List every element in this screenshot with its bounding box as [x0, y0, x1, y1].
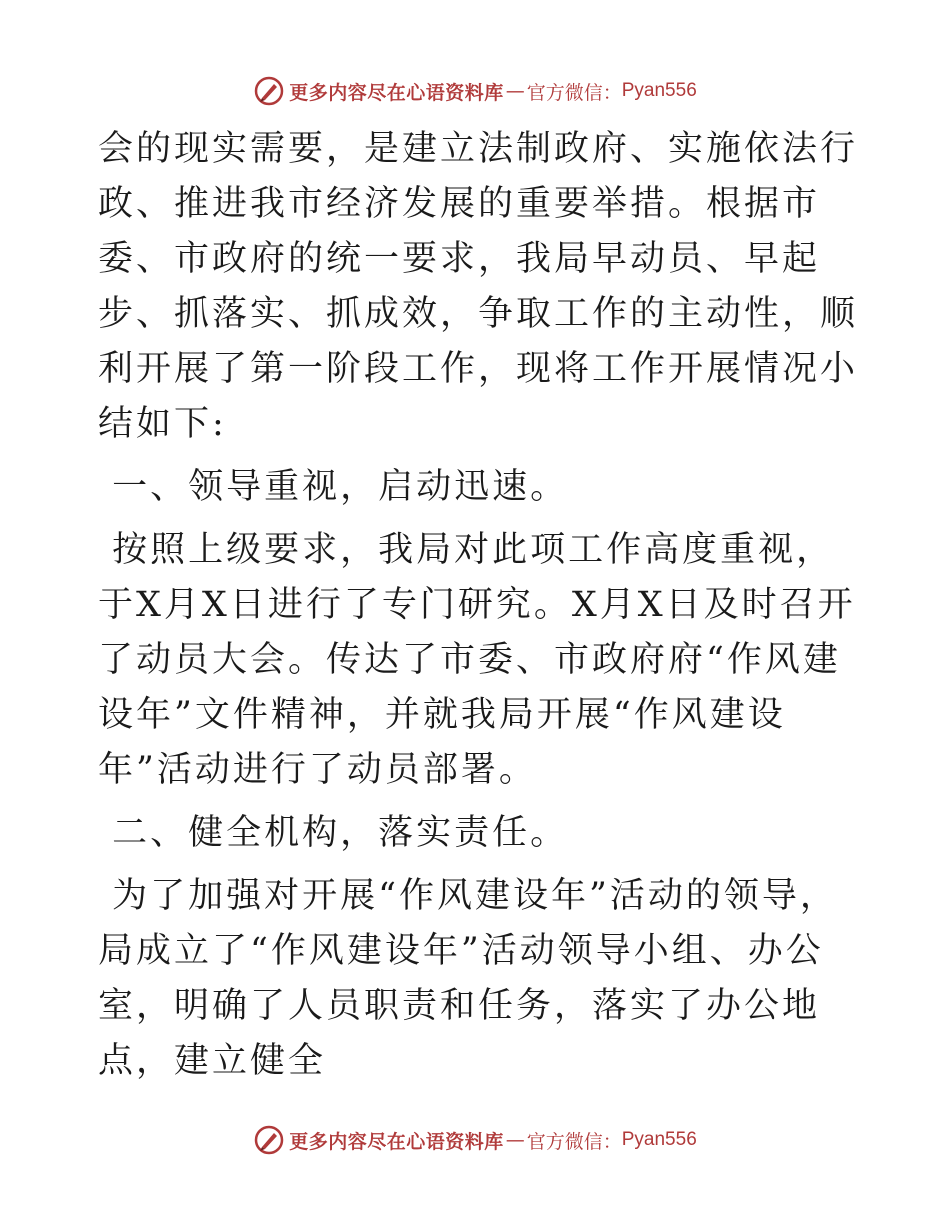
paragraph-intro: 会的现实需要，是建立法制政府、实施依法行政、推进我市经济发展的重要举措。根据市委、市政府的统一要求，我局早动员、早起步、抓落实、抓成效，争取工作的主动性，顺利开展了第一阶段工作，现将工作开展情况小结如下:: [98, 129, 859, 444]
banner-separator: —: [505, 80, 525, 102]
paragraph-section-1: 按照上级要求，我局对此项工作高度重视，于X月X日进行了专门研究。X月X日及时召开了动员大会。传达了市委、市政府府“作风建设年”文件精神，并就我局开展“作风建设年”活动进行了动员部署。: [98, 530, 856, 790]
section-heading-1: 一、领导重视，启动迅速。: [98, 467, 569, 507]
pen-logo-icon: [253, 1124, 285, 1156]
banner-account-id: Pyan556: [621, 80, 697, 101]
banner-official-label: 官方微信：: [526, 81, 622, 104]
pen-logo-icon: [253, 75, 285, 107]
document-body: [98, 122, 858, 1089]
paragraph-section-2: 为了加强对开展“作风建设年”活动的领导，局成立了“作风建设年”活动领导小组、办公室，明确了人员职责和任务，落实了办公地点，建立健全: [98, 876, 838, 1081]
banner-official-label: 官方微信：: [526, 1130, 622, 1153]
section-heading-2: 二、健全机构，落实责任。: [98, 813, 569, 853]
banner-title: 更多内容尽在心语资料库: [289, 1130, 504, 1153]
footer-banner: [0, 1120, 950, 1160]
banner-title: 更多内容尽在心语资料库: [289, 81, 504, 104]
banner-separator: —: [505, 1129, 525, 1151]
banner-account-id: Pyan556: [621, 1129, 697, 1150]
header-banner: [0, 71, 950, 111]
